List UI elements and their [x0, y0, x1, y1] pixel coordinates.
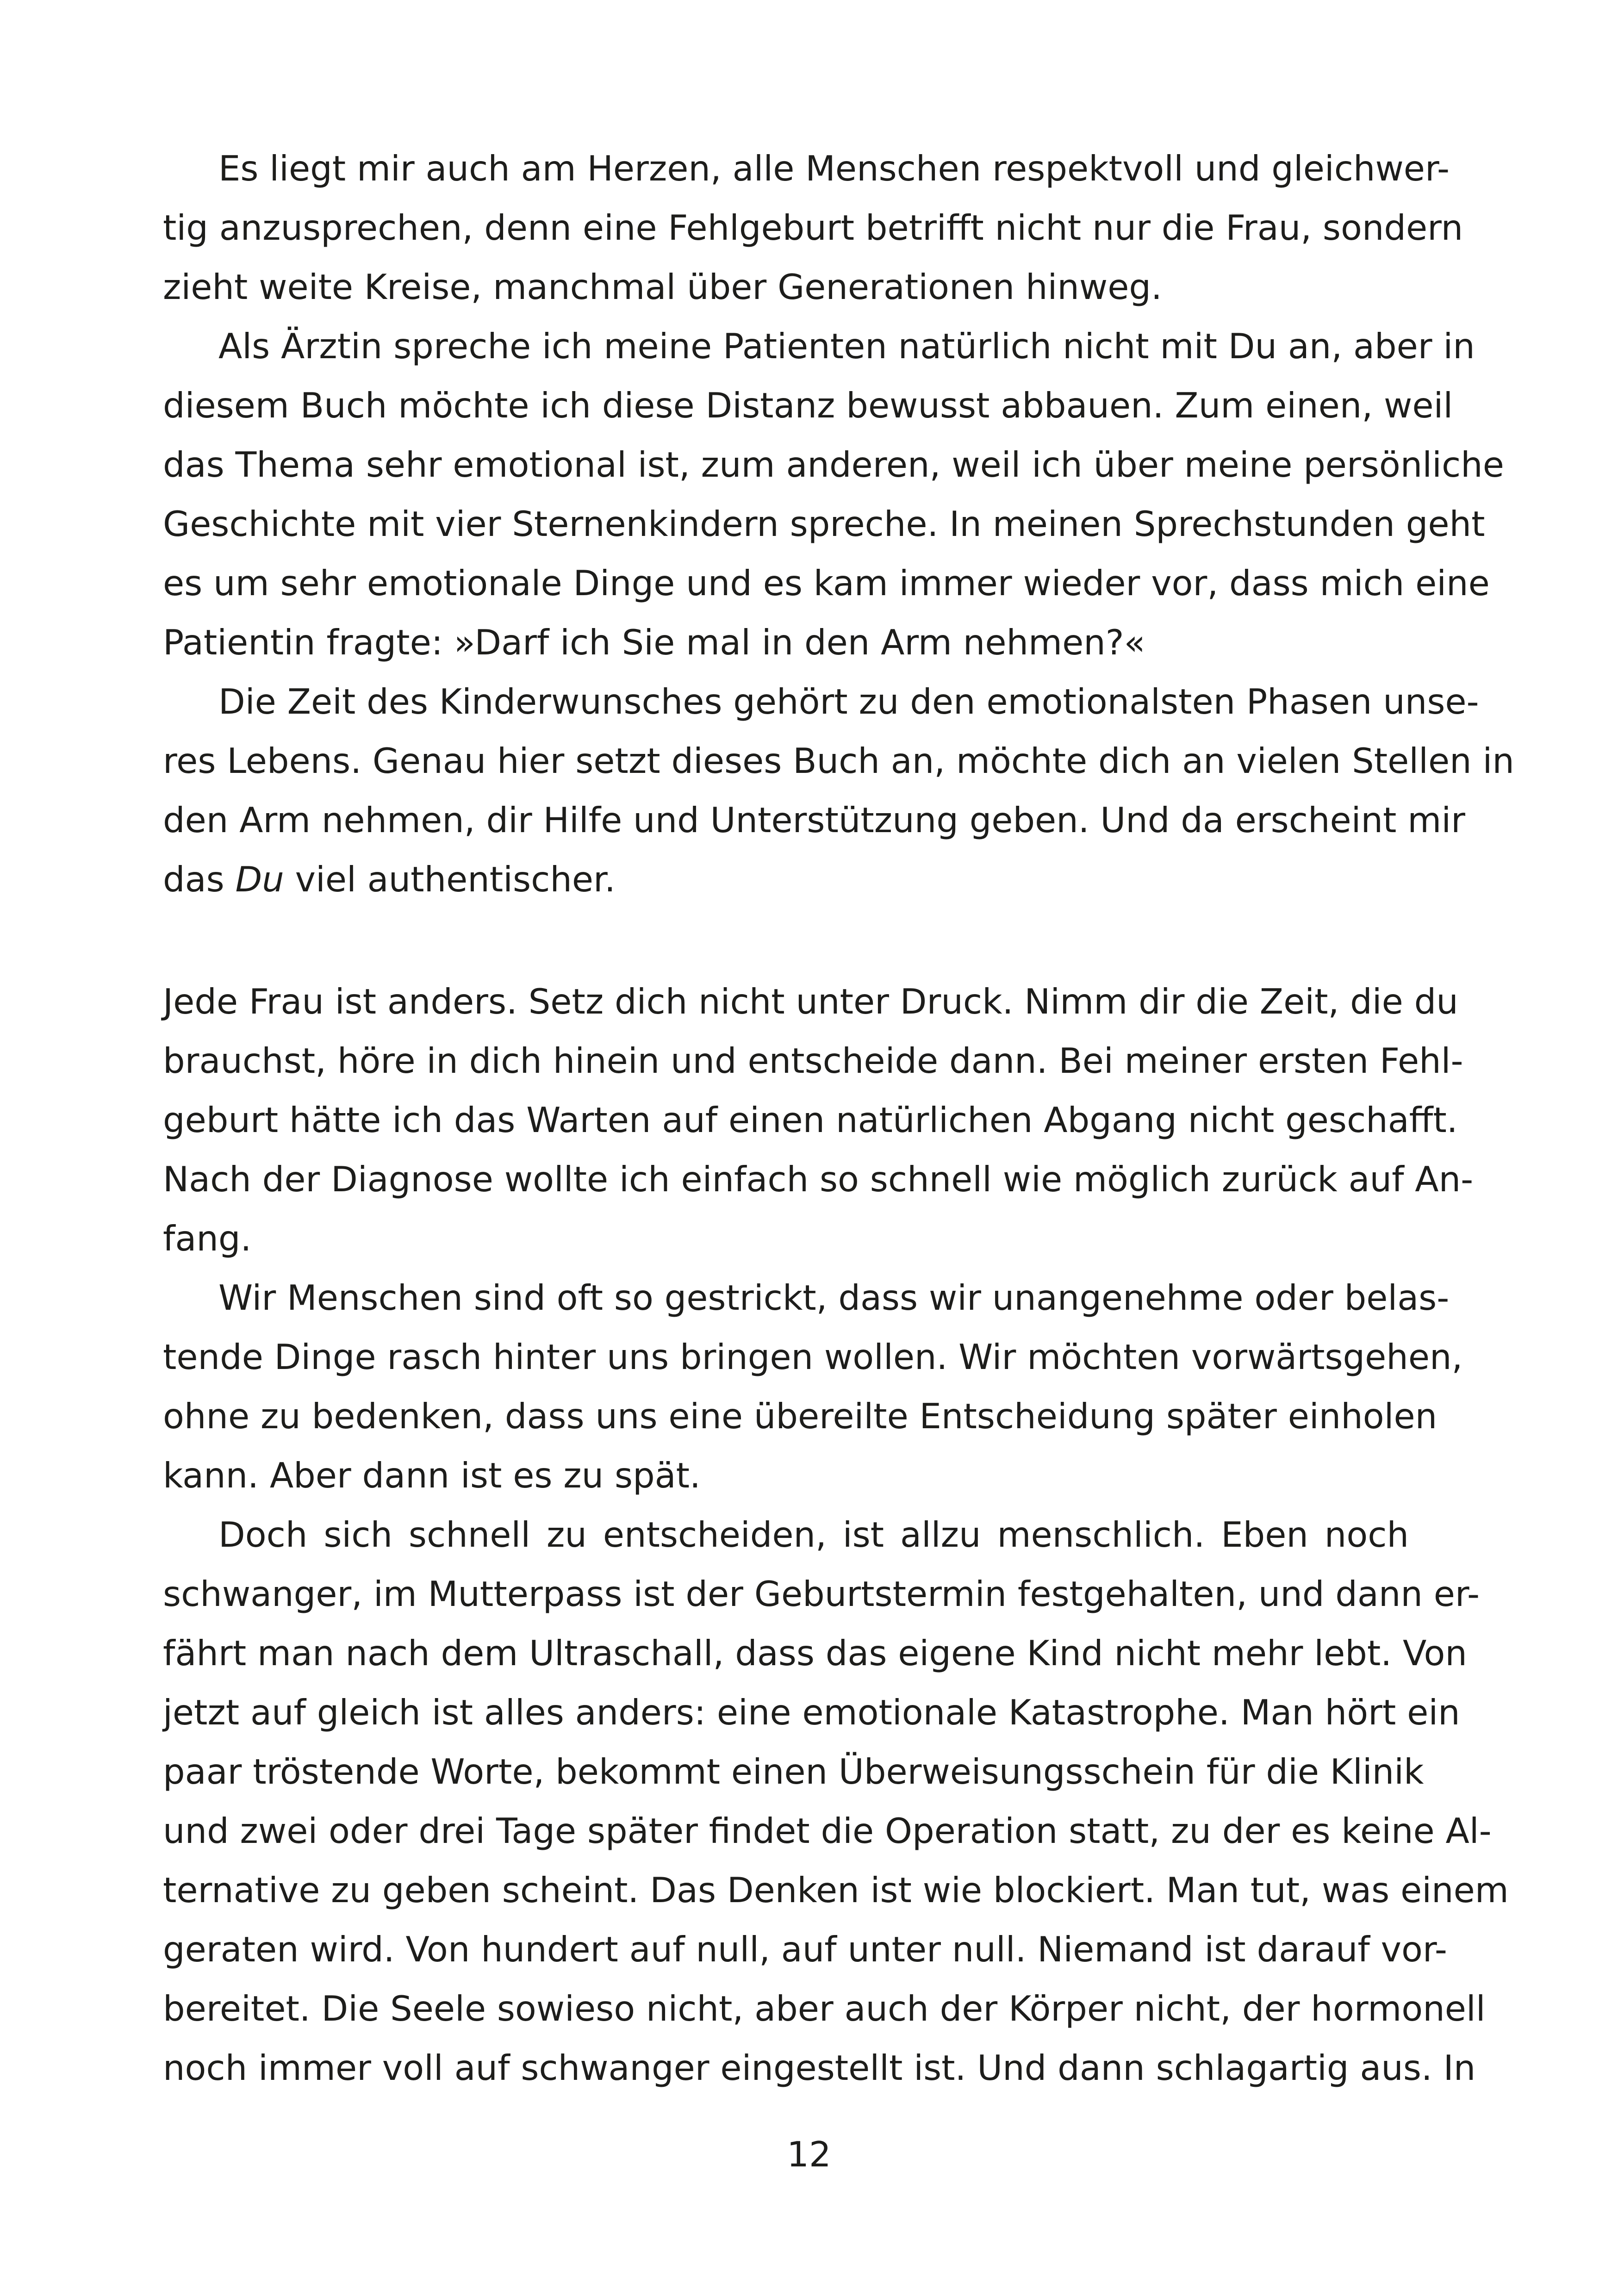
- text-line: ternative zu geben scheint. Das Denken ist wie blockiert. Man tut, was einem: [163, 1870, 1509, 1910]
- text-line: Als Ärztin spreche ich meine Patienten natürlich nicht mit Du an, aber in: [218, 326, 1475, 367]
- section-2: [163, 972, 1509, 2097]
- text-line: tende Dinge rasch hinter uns bringen wollen. Wir möchten vorwärtsgehen,: [163, 1337, 1463, 1377]
- text-fragment: viel authentischer.: [284, 859, 616, 900]
- text-line: tig anzusprechen, denn eine Fehlgeburt betrifft nicht nur die Frau, sondern: [163, 207, 1463, 248]
- text-line: und zwei oder drei Tage später findet die Operation statt, zu der es keine Al-: [163, 1811, 1492, 1851]
- text-line: kann. Aber dann ist es zu spät.: [163, 1455, 701, 1496]
- text-line: jetzt auf gleich ist alles anders: eine emotionale Katastrophe. Man hört ein: [163, 1692, 1460, 1733]
- text-line: Die Zeit des Kinderwunsches gehört zu den emotionalsten Phasen unse-: [218, 681, 1479, 722]
- section-1: [163, 139, 1514, 909]
- text-line: fang.: [163, 1218, 252, 1259]
- text-line: brauchst, höre in dich hinein und entscheide dann. Bei meiner ersten Fehl-: [163, 1040, 1463, 1081]
- text-fragment: das: [163, 859, 236, 900]
- text-line: [163, 850, 1409, 909]
- text-line: geraten wird. Von hundert auf null, auf unter null. Niemand ist darauf vor-: [163, 1929, 1447, 1970]
- text-line: den Arm nehmen, dir Hilfe und Unterstützung geben. Und da erscheint mir: [163, 800, 1466, 840]
- text-line: bereitet. Die Seele sowieso nicht, aber auch der Körper nicht, der hormonell: [163, 1988, 1486, 2029]
- text-line: schwanger, im Mutterpass ist der Geburtstermin festgehalten, und dann er-: [163, 1574, 1480, 1614]
- text-line: diesem Buch möchte ich diese Distanz bewusst abbauen. Zum einen, weil: [163, 385, 1453, 426]
- text-line: das Thema sehr emotional ist, zum anderen, weil ich über meine persönliche: [163, 444, 1504, 485]
- text-line: Geschichte mit vier Sternenkindern spreche. In meinen Sprechstunden geht: [163, 504, 1485, 544]
- text-line: ohne zu bedenken, dass uns eine übereilte Entscheidung später einholen: [163, 1396, 1438, 1437]
- text-line: paar tröstende Worte, bekommt einen Überweisungsschein für die Klinik: [163, 1751, 1424, 1792]
- text-line: Doch sich schnell zu entscheiden, ist allzu menschlich. Eben noch: [218, 1514, 1409, 1555]
- text-line: zieht weite Kreise, manchmal über Generationen hinweg.: [163, 267, 1162, 307]
- text-line: es um sehr emotionale Dinge und es kam immer wieder vor, dass mich eine: [163, 563, 1490, 604]
- text-line: noch immer voll auf schwanger eingestellt ist. Und dann schlagartig aus. In: [163, 2047, 1476, 2088]
- text-line: Jede Frau ist anders. Setz dich nicht unter Druck. Nimm dir die Zeit, die du: [163, 981, 1458, 1022]
- text-line: Wir Menschen sind oft so gestrickt, dass wir unangenehme oder belas-: [218, 1277, 1450, 1318]
- page-number: 12: [787, 2134, 831, 2175]
- emphasized-word: Du: [235, 859, 284, 900]
- text-line: Nach der Diagnose wollte ich einfach so schnell wie möglich zurück auf An-: [163, 1159, 1474, 1200]
- text-line: Patientin fragte: »Darf ich Sie mal in den Arm nehmen?«: [163, 622, 1145, 663]
- text-line: Es liegt mir auch am Herzen, alle Menschen respektvoll und gleichwer-: [218, 148, 1450, 189]
- text-line: geburt hätte ich das Warten auf einen natürlichen Abgang nicht geschafft.: [163, 1100, 1458, 1140]
- text-line: fährt man nach dem Ultraschall, dass das eigene Kind nicht mehr lebt. Von: [163, 1633, 1467, 1674]
- text-line: res Lebens. Genau hier setzt dieses Buch an, möchte dich an vielen Stellen in: [163, 740, 1514, 781]
